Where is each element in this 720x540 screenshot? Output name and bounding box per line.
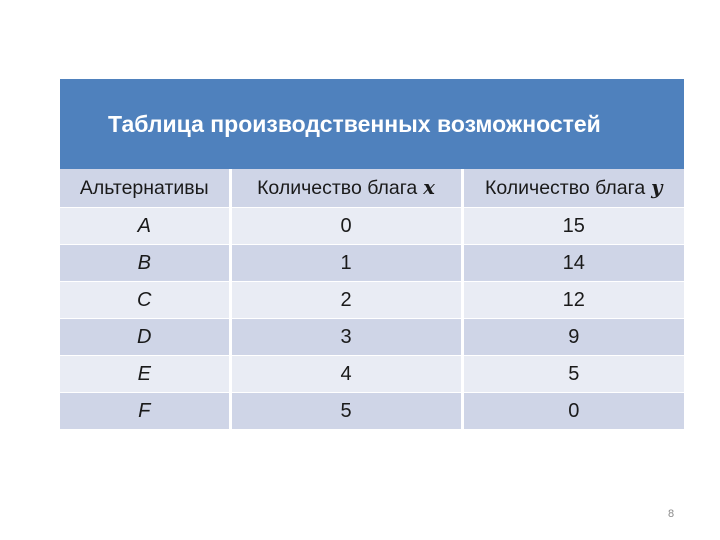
alternative-cell: F bbox=[60, 393, 230, 430]
goods-x-cell: 3 bbox=[230, 319, 462, 356]
alternative-cell: D bbox=[60, 319, 230, 356]
table-row bbox=[60, 393, 684, 430]
goods-y-cell: 14 bbox=[462, 245, 684, 282]
column-header-goods-x-label: Количество блага bbox=[257, 177, 418, 199]
goods-x-cell: 2 bbox=[230, 282, 462, 319]
goods-x-cell: 0 bbox=[230, 208, 462, 245]
goods-y-cell: 0 bbox=[462, 393, 684, 430]
goods-x-cell: 4 bbox=[230, 356, 462, 393]
production-possibilities-table-container bbox=[60, 79, 684, 430]
column-header-alternatives bbox=[60, 169, 230, 208]
alternative-cell: C bbox=[60, 282, 230, 319]
alternative-cell: A bbox=[60, 208, 230, 245]
table-row bbox=[60, 356, 684, 393]
table-header-row bbox=[60, 169, 684, 208]
page-number: 8 bbox=[668, 508, 675, 520]
column-header-goods-y-label: Количество блага bbox=[484, 177, 646, 199]
goods-x-cell: 1 bbox=[230, 245, 462, 282]
table-row bbox=[60, 319, 684, 356]
goods-y-cell: 15 bbox=[462, 208, 684, 245]
table-row bbox=[60, 208, 684, 245]
table-row bbox=[60, 282, 684, 319]
goods-y-cell: 9 bbox=[462, 319, 684, 356]
goods-y-cell: 12 bbox=[462, 282, 684, 319]
table-row bbox=[60, 245, 684, 282]
table-title: Таблица производственных возможностей bbox=[108, 110, 601, 137]
variable-y: y bbox=[651, 176, 663, 199]
goods-x-cell: 5 bbox=[230, 393, 462, 430]
variable-x: x bbox=[423, 176, 435, 199]
goods-y-cell: 5 bbox=[462, 356, 684, 393]
alternative-cell: E bbox=[60, 356, 230, 393]
production-possibilities-table bbox=[60, 169, 684, 430]
column-header-goods-y bbox=[462, 169, 684, 208]
column-header-alternatives-label: Альтернативы bbox=[79, 176, 209, 199]
column-header-goods-x bbox=[230, 169, 462, 208]
alternative-cell: B bbox=[60, 245, 230, 282]
table-title-band bbox=[60, 79, 684, 169]
